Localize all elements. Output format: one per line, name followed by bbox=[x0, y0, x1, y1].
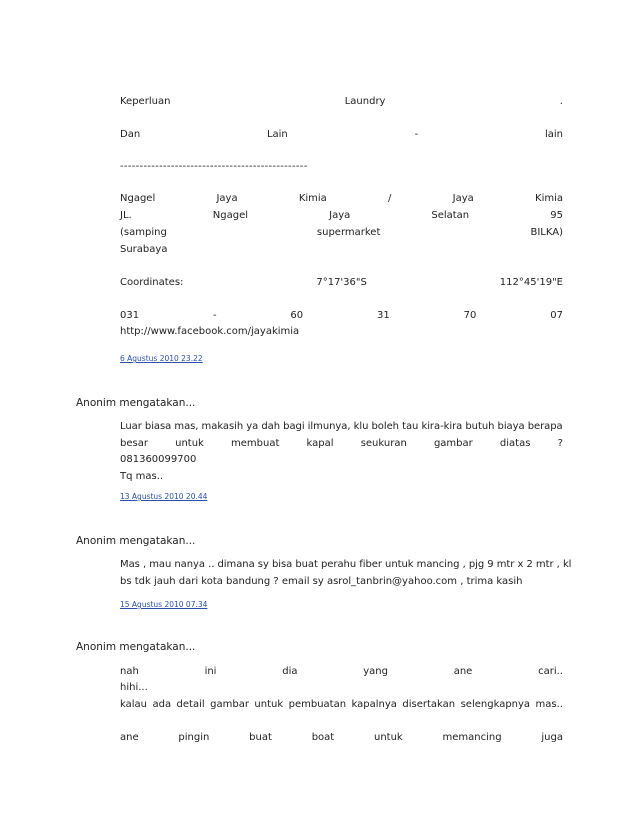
word: untuk bbox=[254, 699, 284, 710]
word: gambar bbox=[210, 699, 249, 710]
word: - bbox=[414, 129, 419, 140]
word: 112°45'19"E bbox=[499, 277, 563, 288]
word: Jaya bbox=[216, 193, 238, 204]
word: yang bbox=[363, 666, 388, 677]
text: hihi... bbox=[120, 682, 148, 693]
text: Tq mas.. bbox=[120, 471, 164, 482]
word: boat bbox=[311, 732, 335, 743]
word: cari.. bbox=[538, 666, 563, 677]
word: Ngagel bbox=[120, 193, 156, 204]
comment-2-author-heading: Anonim mengatakan... bbox=[76, 397, 196, 409]
word: ? bbox=[557, 438, 563, 449]
word: Lain bbox=[266, 129, 288, 140]
c2-line-4 bbox=[120, 470, 563, 484]
c1-row-1 bbox=[120, 95, 563, 109]
c2-line-1 bbox=[120, 420, 563, 434]
word: Ngagel bbox=[212, 210, 249, 221]
c4-line-4 bbox=[120, 731, 563, 745]
word: 70 bbox=[463, 310, 477, 321]
word: 95 bbox=[550, 210, 563, 221]
word: Jaya bbox=[329, 210, 351, 221]
word: gambar bbox=[433, 438, 473, 449]
word: Laundry bbox=[344, 96, 386, 107]
word: supermarket bbox=[316, 227, 381, 238]
c1-row-3 bbox=[120, 192, 563, 206]
comment-3-timestamp-link[interactable]: 15 Agustus 2010 07.34 bbox=[120, 600, 208, 609]
word: . bbox=[559, 96, 563, 107]
word: juga bbox=[541, 732, 563, 743]
word: buat bbox=[249, 732, 272, 743]
phone-number: 081360099700 bbox=[120, 454, 197, 465]
word: Kimia bbox=[298, 193, 327, 204]
word: lain bbox=[544, 129, 563, 140]
word: Jaya bbox=[452, 193, 474, 204]
separator-text: ------------------------------------------------ bbox=[120, 161, 308, 172]
c1-row-8 bbox=[120, 309, 563, 323]
comment-3-author-heading: Anonim mengatakan... bbox=[76, 535, 196, 547]
c3-line-2 bbox=[120, 575, 563, 589]
word: BILKA) bbox=[530, 227, 563, 238]
word: disertakan bbox=[402, 699, 456, 710]
c1-row-6 bbox=[120, 243, 563, 257]
c1-row-4 bbox=[120, 209, 563, 223]
word: - bbox=[212, 310, 217, 321]
word: ane bbox=[453, 666, 473, 677]
word: 7°17'36"S bbox=[316, 277, 367, 288]
word: mas.. bbox=[535, 699, 563, 710]
text: Mas , mau nanya .. dimana sy bisa buat perahu fiber untuk mancing , pjg 9 mtr x 2 mtr , kl bbox=[120, 559, 572, 570]
comment-1-timestamp-link[interactable]: 6 Agustus 2010 23.22 bbox=[120, 354, 203, 363]
c2-line-3 bbox=[120, 453, 563, 467]
word: kalau bbox=[120, 699, 147, 710]
word: ada bbox=[152, 699, 172, 710]
text: bs tdk jauh dari kota bandung ? email sy asrol_tanbrin@yahoo.com , trima kasih bbox=[120, 576, 523, 587]
word: untuk bbox=[374, 732, 403, 743]
c1-row-9 bbox=[120, 325, 563, 339]
comment-2-timestamp-link[interactable]: 13 Agustus 2010 20.44 bbox=[120, 492, 208, 501]
text: Luar biasa mas, makasih ya dah bagi ilmunya, klu boleh tau kira-kira butuh biaya berapa bbox=[120, 421, 563, 432]
c3-line-1 bbox=[120, 558, 572, 572]
word: Selatan bbox=[431, 210, 470, 221]
word: 07 bbox=[550, 310, 563, 321]
word: 31 bbox=[377, 310, 390, 321]
word: detail bbox=[176, 699, 205, 710]
c4-line-2 bbox=[120, 681, 563, 695]
word: dia bbox=[282, 666, 298, 677]
word: diatas bbox=[499, 438, 531, 449]
c4-line-3 bbox=[120, 698, 563, 712]
word: membuat bbox=[231, 438, 280, 449]
word: memancing bbox=[442, 732, 502, 743]
word: kapal bbox=[306, 438, 334, 449]
c2-line-2 bbox=[120, 437, 563, 451]
word: pembuatan bbox=[288, 699, 347, 710]
word: ini bbox=[204, 666, 217, 677]
word: besar bbox=[120, 438, 148, 449]
word: (samping bbox=[120, 227, 167, 238]
word: ane bbox=[120, 732, 139, 743]
word: 60 bbox=[290, 310, 304, 321]
word: Dan bbox=[120, 129, 141, 140]
c1-row-2 bbox=[120, 128, 563, 142]
word: pingin bbox=[178, 732, 210, 743]
word: nah bbox=[120, 666, 139, 677]
word: untuk bbox=[175, 438, 204, 449]
word: kapalnya bbox=[351, 699, 397, 710]
comment-4-author-heading: Anonim mengatakan... bbox=[76, 641, 196, 653]
word: Kimia bbox=[535, 193, 563, 204]
facebook-url: http://www.facebook.com/jayakimia bbox=[120, 326, 300, 337]
word: JL. bbox=[120, 210, 132, 221]
word: / bbox=[388, 193, 392, 204]
word: Coordinates: bbox=[120, 277, 184, 288]
word: Keperluan bbox=[120, 96, 171, 107]
c1-row-5 bbox=[120, 226, 563, 240]
c4-line-1 bbox=[120, 665, 563, 679]
word: seukuran bbox=[360, 438, 407, 449]
word: 031 bbox=[120, 310, 140, 321]
word: selengkapnya bbox=[460, 699, 531, 710]
word: Surabaya bbox=[120, 244, 168, 255]
c1-row-7 bbox=[120, 276, 563, 290]
c1-separator bbox=[120, 160, 563, 174]
